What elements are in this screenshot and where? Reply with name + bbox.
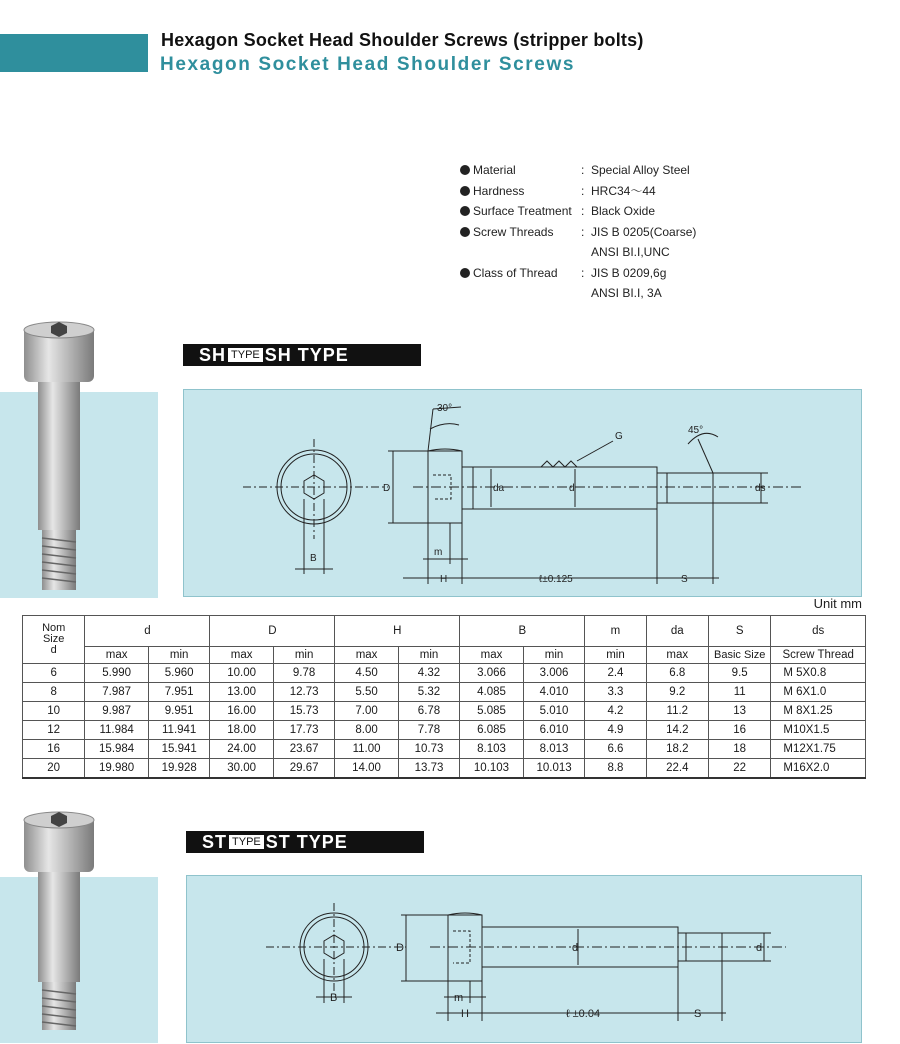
table-cell: 13 xyxy=(708,702,770,721)
table-cell: 5.990 xyxy=(85,664,149,683)
spec-value: Special Alloy Steel xyxy=(591,163,690,177)
table-cell: M16X2.0 xyxy=(771,759,866,779)
bullet-icon xyxy=(460,186,470,196)
table-cell: 22.4 xyxy=(646,759,708,779)
nom-size-header: Nom Size d xyxy=(23,616,85,664)
table-cell: 4.085 xyxy=(460,683,524,702)
nom-size-cell: 10 xyxy=(23,702,85,721)
table-cell: 10.73 xyxy=(398,740,459,759)
group-header: H xyxy=(335,616,460,647)
bullet-icon xyxy=(460,206,470,216)
ds-label: ds xyxy=(755,483,766,494)
spec-material xyxy=(460,160,696,181)
nom-size-cell: 20 xyxy=(23,759,85,779)
table-cell: 8.00 xyxy=(335,721,398,740)
spec-value: Black Oxide xyxy=(591,204,656,218)
page-subtitle: Hexagon Socket Head Shoulder Screws xyxy=(160,54,576,75)
spec-separator: : xyxy=(581,224,585,239)
specifications-list xyxy=(460,160,696,304)
spec-value: ANSI BI.I,UNC xyxy=(591,245,670,259)
m-label: m xyxy=(454,992,464,1004)
subheader: min xyxy=(148,647,210,664)
group-header: m xyxy=(585,616,646,647)
table-cell: 9.78 xyxy=(273,664,334,683)
st-type-banner xyxy=(186,831,424,853)
table-cell: 14.00 xyxy=(335,759,398,779)
subheader: max xyxy=(85,647,149,664)
subheader: min xyxy=(273,647,334,664)
table-cell: M 5X0.8 xyxy=(771,664,866,683)
subheader: Basic Size xyxy=(708,647,770,664)
spec-value: HRC34～44 xyxy=(591,183,656,198)
table-row xyxy=(23,664,866,683)
table-cell: 3.066 xyxy=(460,664,524,683)
spec-separator: : xyxy=(581,265,585,280)
table-cell: 29.67 xyxy=(273,759,334,779)
table-cell: 30.00 xyxy=(210,759,273,779)
table-cell: 8.103 xyxy=(460,740,524,759)
d-label: d xyxy=(569,483,575,494)
subheader: max xyxy=(335,647,398,664)
table-cell: 2.4 xyxy=(585,664,646,683)
bullet-icon xyxy=(460,165,470,175)
table-cell: 7.987 xyxy=(85,683,149,702)
length-label: ℓ ±0.04 xyxy=(566,1008,601,1020)
table-cell: 7.00 xyxy=(335,702,398,721)
group-header: da xyxy=(646,616,708,647)
table-cell: M10X1.5 xyxy=(771,721,866,740)
s-label: S xyxy=(681,574,688,585)
unit-label: Unit mm xyxy=(813,596,862,611)
table-cell: 4.32 xyxy=(398,664,459,683)
table-cell: 11.00 xyxy=(335,740,398,759)
spec-key: Class of Thread xyxy=(473,265,558,280)
table-cell: 6.085 xyxy=(460,721,524,740)
table-cell: 6.8 xyxy=(646,664,708,683)
subheader: min xyxy=(523,647,585,664)
table-cell: 3.3 xyxy=(585,683,646,702)
dimensions-table xyxy=(22,615,866,779)
subheader: max xyxy=(646,647,708,664)
table-cell: 5.32 xyxy=(398,683,459,702)
table-cell: 8.013 xyxy=(523,740,585,759)
table-cell: 18.2 xyxy=(646,740,708,759)
bullet-icon xyxy=(460,268,470,278)
group-header: D xyxy=(210,616,335,647)
table-cell: M12X1.75 xyxy=(771,740,866,759)
b-label: B xyxy=(310,553,317,564)
spec-separator: : xyxy=(581,183,585,198)
d-major-label: D xyxy=(396,942,404,954)
table-cell: 10.013 xyxy=(523,759,585,779)
length-label: ℓ±0.125 xyxy=(539,574,573,585)
table-cell: 6.6 xyxy=(585,740,646,759)
spec-class-of-thread-2 xyxy=(460,283,696,304)
table-cell: 12.73 xyxy=(273,683,334,702)
spec-value: JIS B 0209,6g xyxy=(591,265,667,280)
type-tag: TYPE xyxy=(229,835,264,849)
table-cell: 15.941 xyxy=(148,740,210,759)
table-cell: 7.951 xyxy=(148,683,210,702)
table-cell: 10.103 xyxy=(460,759,524,779)
table-cell: 6.010 xyxy=(523,721,585,740)
group-header: B xyxy=(460,616,585,647)
h-label: H xyxy=(461,1008,469,1020)
subheader: min xyxy=(398,647,459,664)
spec-value: ANSI BI.I, 3A xyxy=(591,286,662,300)
table-cell: 19.980 xyxy=(85,759,149,779)
g-label: G xyxy=(615,431,623,442)
header-accent-bar xyxy=(0,34,148,72)
table-cell: 13.73 xyxy=(398,759,459,779)
group-header: S xyxy=(708,616,770,647)
table-cell: 9.987 xyxy=(85,702,149,721)
table-cell: 16 xyxy=(708,721,770,740)
angle-45-label: 45° xyxy=(688,425,704,436)
spec-value: JIS B 0205(Coarse) xyxy=(591,224,697,239)
da-label: da xyxy=(493,483,505,494)
subheader: min xyxy=(585,647,646,664)
spec-key: Screw Threads xyxy=(473,224,554,239)
d-major-label: D xyxy=(383,483,391,494)
table-cell: 6.78 xyxy=(398,702,459,721)
table-row xyxy=(23,721,866,740)
table-cell: 11 xyxy=(708,683,770,702)
table-cell: 4.50 xyxy=(335,664,398,683)
table-cell: 16.00 xyxy=(210,702,273,721)
table-cell: 18.00 xyxy=(210,721,273,740)
st-technical-drawing xyxy=(186,875,862,1044)
h-label: H xyxy=(440,574,448,585)
table-cell: 9.951 xyxy=(148,702,210,721)
spec-hardness xyxy=(460,181,696,202)
table-cell: 18 xyxy=(708,740,770,759)
spec-surface-treatment xyxy=(460,201,696,222)
b-label: B xyxy=(330,992,338,1004)
ds-label: d xyxy=(756,942,763,954)
s-label: S xyxy=(694,1008,702,1020)
page-title: Hexagon Socket Head Shoulder Screws (stripper bolts) xyxy=(161,30,644,50)
banner-prefix: SH xyxy=(199,344,227,365)
table-cell: 8.8 xyxy=(585,759,646,779)
group-header: d xyxy=(85,616,210,647)
sh-type-banner xyxy=(183,344,421,366)
m-label: m xyxy=(434,547,443,558)
nom-size-cell: 6 xyxy=(23,664,85,683)
table-cell: 4.010 xyxy=(523,683,585,702)
table-cell: 5.50 xyxy=(335,683,398,702)
table-cell: 5.085 xyxy=(460,702,524,721)
table-cell: 11.2 xyxy=(646,702,708,721)
table-row xyxy=(23,683,866,702)
group-header: ds xyxy=(771,616,866,647)
table-cell: 14.2 xyxy=(646,721,708,740)
table-cell: 24.00 xyxy=(210,740,273,759)
spec-key: Hardness xyxy=(473,183,525,198)
spec-key: Surface Treatment xyxy=(473,204,572,218)
table-cell: 13.00 xyxy=(210,683,273,702)
table-cell: M 6X1.0 xyxy=(771,683,866,702)
table-row xyxy=(23,740,866,759)
nom-size-cell: 16 xyxy=(23,740,85,759)
banner-suffix: SH TYPE xyxy=(264,344,349,365)
d-label: d xyxy=(572,942,579,954)
table-cell: 15.984 xyxy=(85,740,149,759)
table-cell: 9.2 xyxy=(646,683,708,702)
table-cell: 3.006 xyxy=(523,664,585,683)
table-cell: 17.73 xyxy=(273,721,334,740)
table-cell: M 8X1.25 xyxy=(771,702,866,721)
banner-prefix: ST xyxy=(202,831,228,852)
table-cell: 5.960 xyxy=(148,664,210,683)
subheader: Screw Thread xyxy=(771,647,866,664)
spec-screw-threads xyxy=(460,222,696,243)
spec-screw-threads-2 xyxy=(460,242,696,263)
spec-separator: : xyxy=(581,163,585,177)
sh-technical-drawing xyxy=(183,389,862,597)
table-cell: 11.941 xyxy=(148,721,210,740)
table-row xyxy=(23,702,866,721)
nom-size-cell: 12 xyxy=(23,721,85,740)
table-cell: 11.984 xyxy=(85,721,149,740)
angle-30-label: 30° xyxy=(437,403,453,414)
table-cell: 19.928 xyxy=(148,759,210,779)
table-cell: 9.5 xyxy=(708,664,770,683)
st-product-photo xyxy=(0,808,160,1044)
nom-size-cell: 8 xyxy=(23,683,85,702)
table-cell: 4.2 xyxy=(585,702,646,721)
table-cell: 22 xyxy=(708,759,770,779)
table-cell: 5.010 xyxy=(523,702,585,721)
spec-class-of-thread xyxy=(460,263,696,284)
bullet-icon xyxy=(460,227,470,237)
table-cell: 15.73 xyxy=(273,702,334,721)
spec-separator: : xyxy=(581,204,585,218)
table-cell: 4.9 xyxy=(585,721,646,740)
table-cell: 23.67 xyxy=(273,740,334,759)
table-row xyxy=(23,759,866,779)
table-cell: 10.00 xyxy=(210,664,273,683)
spec-key: Material xyxy=(473,163,516,177)
sh-product-photo xyxy=(0,318,160,598)
banner-suffix: ST TYPE xyxy=(265,831,348,852)
table-cell: 7.78 xyxy=(398,721,459,740)
type-tag: TYPE xyxy=(228,348,263,362)
subheader: max xyxy=(460,647,524,664)
subheader: max xyxy=(210,647,273,664)
